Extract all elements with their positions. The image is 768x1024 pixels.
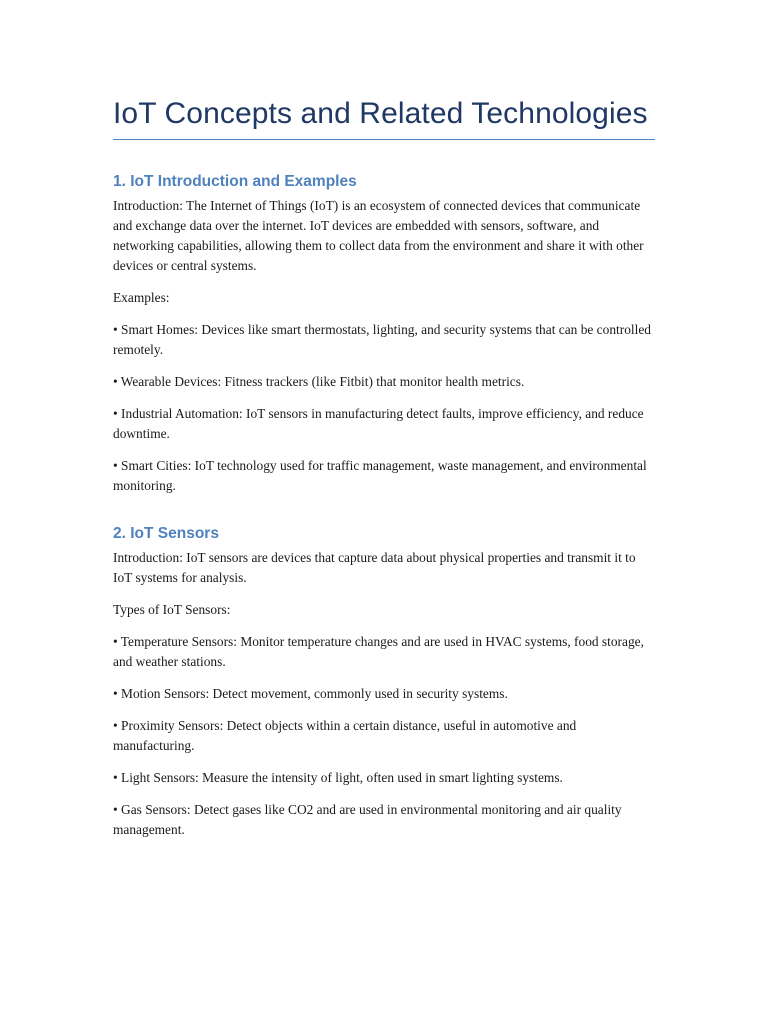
list-label: Types of IoT Sensors: bbox=[113, 602, 231, 617]
list-label: Examples: bbox=[113, 290, 170, 305]
section-intro-paragraph: Introduction: The Internet of Things (IoT) is an ecosystem of connected devices that communicate and exchange data over the internet. IoT devices are embedded with sensors, software, and networking capabilities, allowing them to collect data from the environment and share it with other devices or central systems. bbox=[113, 198, 644, 273]
bullet-item-motion-sensors: • Motion Sensors: Detect movement, commonly used in security systems. bbox=[113, 686, 508, 701]
bullet-item-temperature-sensors: • Temperature Sensors: Monitor temperature changes and are used in HVAC systems, food storage, and weather stations. bbox=[113, 634, 644, 669]
bullet-item-wearable-devices: • Wearable Devices: Fitness trackers (like Fitbit) that monitor health metrics. bbox=[113, 374, 525, 389]
bullet-item-proximity-sensors: • Proximity Sensors: Detect objects within a certain distance, useful in automotive and manufacturing. bbox=[113, 718, 577, 753]
section-heading: 2. IoT Sensors bbox=[113, 525, 219, 542]
section-iot-introduction bbox=[113, 170, 655, 508]
section-iot-sensors bbox=[113, 522, 655, 852]
bullet-item-light-sensors: • Light Sensors: Measure the intensity of light, often used in smart lighting systems. bbox=[113, 770, 563, 785]
bullet-item-gas-sensors: • Gas Sensors: Detect gases like CO2 and are used in environmental monitoring and air quality management. bbox=[113, 802, 622, 837]
section-intro-paragraph: Introduction: IoT sensors are devices that capture data about physical properties and transmit it to IoT systems for analysis. bbox=[113, 550, 636, 585]
bullet-item-smart-cities: • Smart Cities: IoT technology used for traffic management, waste management, and environmental monitoring. bbox=[113, 458, 647, 493]
document-title: IoT Concepts and Related Technologies bbox=[113, 97, 648, 130]
bullet-item-smart-homes: • Smart Homes: Devices like smart thermostats, lighting, and security systems that can be controlled remotely. bbox=[113, 322, 651, 357]
section-heading: 1. IoT Introduction and Examples bbox=[113, 173, 357, 190]
title-underline-rule bbox=[113, 139, 655, 140]
bullet-item-industrial-automation: • Industrial Automation: IoT sensors in manufacturing detect faults, improve efficiency, and reduce downtime. bbox=[113, 406, 644, 441]
